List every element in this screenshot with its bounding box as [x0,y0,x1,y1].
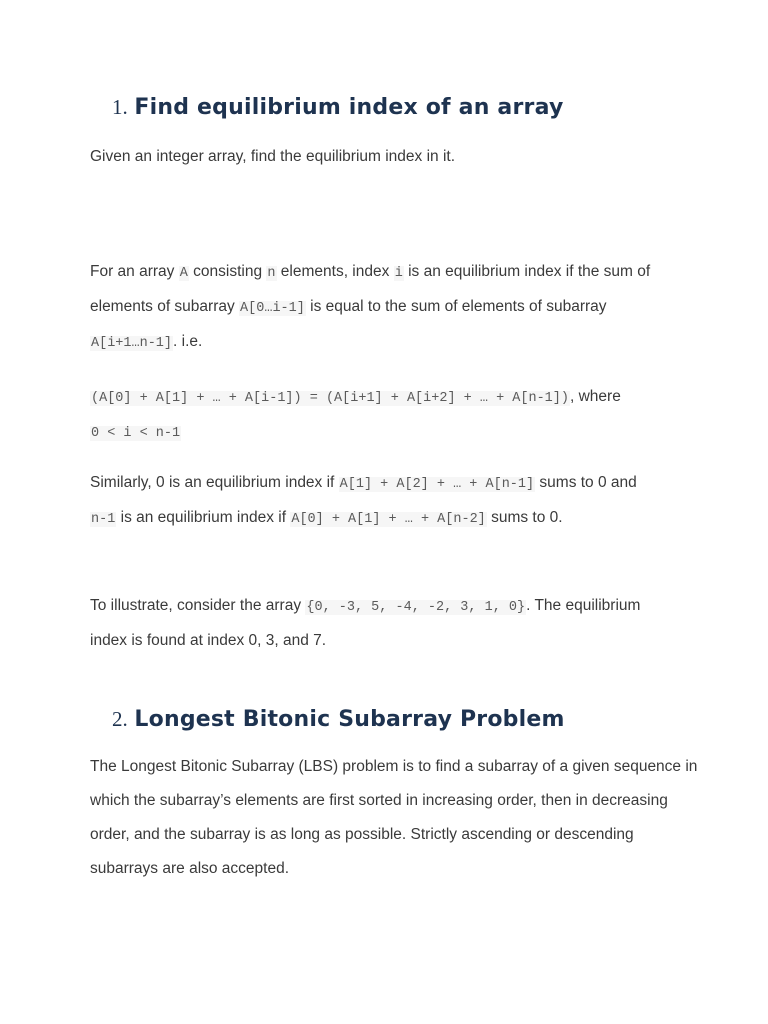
intro-text: Given an integer array, find the equilibrium index in it. [90,148,456,165]
formula-line-1 [90,379,690,414]
formula-code: (A[0] + A[1] + … + A[i-1]) = (A[i+1] + A[i+2] + … + A[n-1]) [91,391,569,406]
inline-code: A[0] + A[1] + … + A[n-2] [291,512,486,527]
text-run: is equal to the sum of elements of subarray [305,298,607,315]
inline-code: {0, -3, 5, -4, -2, 3, 1, 0} [306,600,526,615]
text-run: , where [569,388,621,405]
section-2-title: Longest Bitonic Subarray Problem [134,707,565,732]
text-run: index is found at index 0, 3, and 7. [90,632,327,649]
section-2-number: 2. [112,707,128,731]
section-1-number: 1. [112,95,128,119]
text-run: For an array [90,263,179,280]
inline-code: n-1 [91,512,116,527]
similarly-paragraph [90,465,690,535]
inline-code: A [179,266,188,281]
text-run: elements, index [276,263,394,280]
paragraph-line: The Longest Bitonic Subarray (LBS) problem is to find a subarray of a given sequence in [90,758,698,775]
inline-code: A[1] + A[2] + … + A[n-1] [339,477,535,492]
text-run: is an equilibrium index if [116,509,291,526]
text-run: . i.e. [173,333,203,350]
text-run: Similarly, 0 is an equilibrium index if [90,474,339,491]
definition-line-1 [90,254,690,289]
example-line-2 [90,623,690,658]
text-run: sums to 0 and [535,474,637,491]
text-run: elements of subarray [90,298,240,315]
inline-code: i [394,266,403,281]
formula-paragraph [90,379,690,449]
text-run: . The equilibrium [526,597,641,614]
example-line-1 [90,588,690,623]
definition-paragraph [90,254,690,359]
paragraph-line: subarrays are also accepted. [90,860,290,877]
section-2-paragraph [90,749,698,885]
text-run: consisting [188,263,267,280]
section-1-heading [112,92,564,123]
section-2-heading [112,704,565,735]
similarly-line-1 [90,465,690,500]
text-run: is an equilibrium index if the sum of [403,263,651,280]
example-paragraph [90,588,690,658]
inline-code: n [267,266,276,281]
paragraph-line: which the subarray’s elements are first sorted in increasing order, then in decreasing [90,792,668,809]
definition-line-2 [90,289,690,324]
formula-condition-code: 0 < i < n-1 [91,426,181,441]
inline-code: A[0…i-1] [240,301,305,316]
similarly-line-2 [90,500,690,535]
section-1-title: Find equilibrium index of an array [134,95,564,120]
text-run: To illustrate, consider the array [90,597,306,614]
definition-line-3 [90,324,690,359]
formula-line-2 [90,414,690,449]
paragraph-line: order, and the subarray is as long as possible. Strictly ascending or descending [90,826,634,843]
section-1-intro [90,139,690,174]
inline-code: A[i+1…n-1] [91,336,173,351]
text-run: sums to 0. [486,509,563,526]
